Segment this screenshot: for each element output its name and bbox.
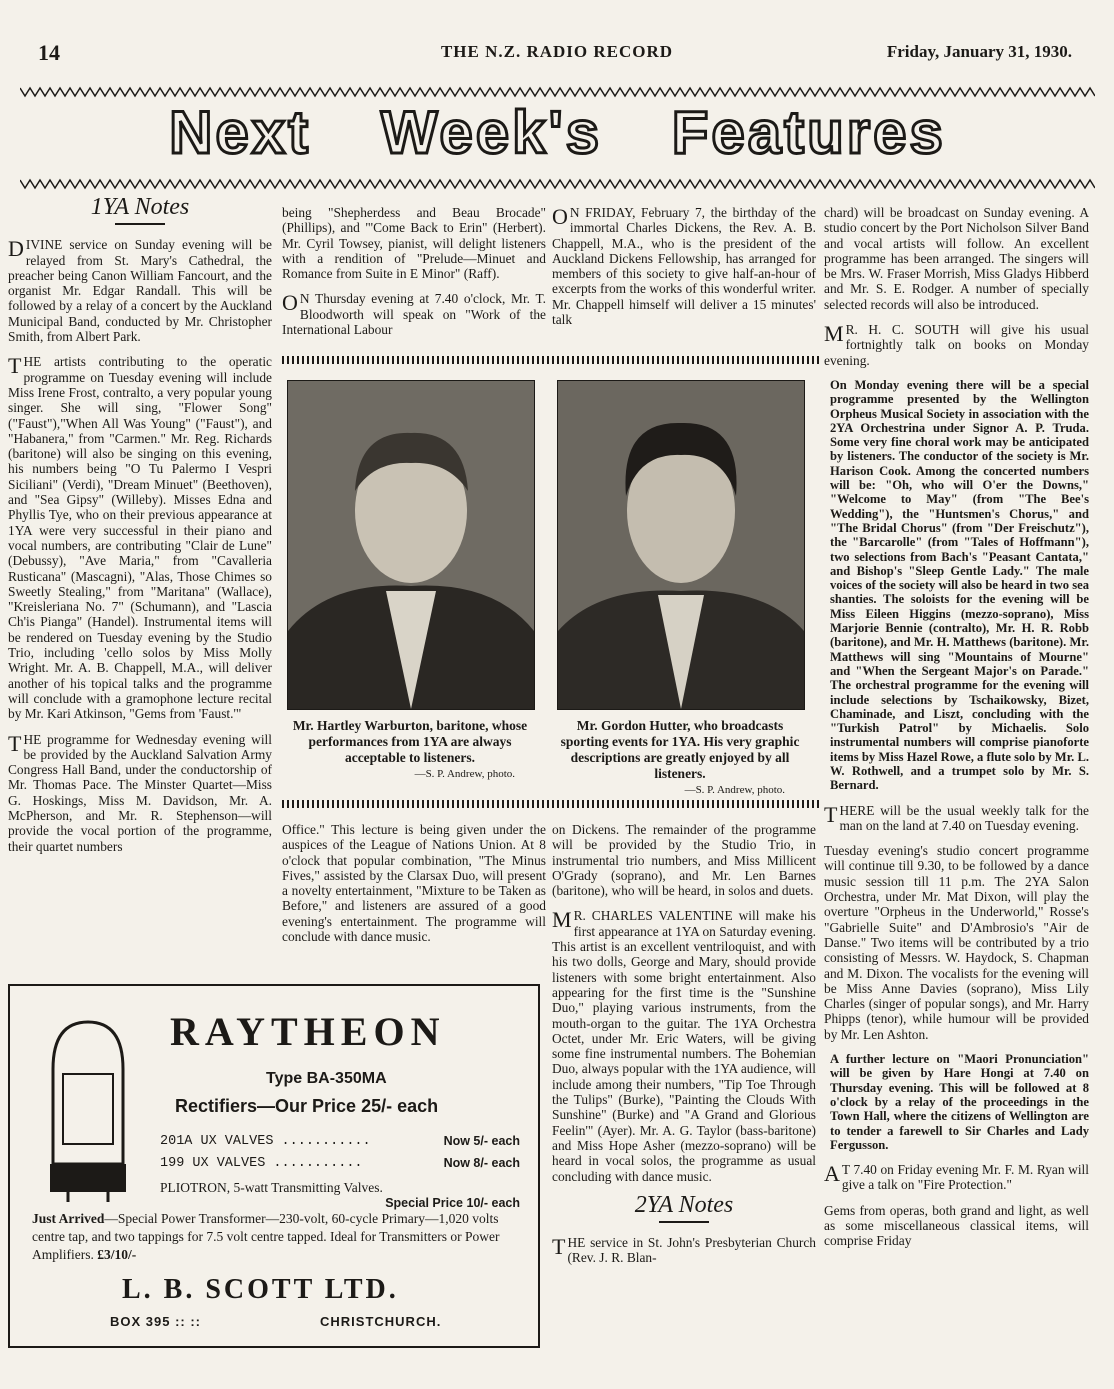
column-3-top — [552, 205, 816, 337]
masthead: THE N.Z. RADIO RECORD — [440, 42, 674, 61]
heading-1ya-notes: 1YA Notes — [90, 194, 190, 220]
ad-box: BOX 395 :: :: — [110, 1314, 202, 1329]
ad-just-text: —Special Power Transformer—230-volt, 60-cycle Primary—1,020 volts centre tap, and two tappings for 7.5 volt centre tapped. Ideal for Transmitters or Power Amplifiers. — [32, 1211, 500, 1262]
article-paragraph — [552, 205, 816, 327]
drop-cap: O — [552, 204, 568, 229]
paragraph-text: R. CHARLES VALENTINE will make his first appearance at 1YA on Saturday evening. This artist is an excellent ventriloquist, and with his two dolls, George and Mary, should provide listeners with some bright entertainment. Also appearing for the first time is the "Sunshine Duo," playing various instruments, from the mouth-organ to the guitar. The 1YA Orchestra Octet, under Mr. Eric Waters, will be giving some fine instrumental numbers. The Bohemian Duo, always popular with the 1YA audience, will include among their numbers, "Tip Toe Through the Tulips" (Burke), "Painting the Clouds With Sunshine" (Burke) and "A Grand and Glorious Feelin'" (Ayer). Mr. A. G. Taylor (bass-baritone) and Miss Hope Asher (mezzo-soprano) will be heard in vocal solos, the programme as usual concluding with dance music. — [552, 908, 816, 1184]
article-paragraph — [552, 1235, 816, 1266]
photo-credit: —S. P. Andrew, photo. — [684, 784, 785, 796]
drop-cap: M — [824, 321, 844, 347]
column-4 — [824, 205, 1089, 1259]
column-3-bottom — [552, 822, 816, 1276]
ad-item-201a: 201A UX VALVES ........... — [160, 1134, 371, 1149]
ad-item-199: 199 UX VALVES ........... — [160, 1156, 363, 1171]
issue-date: Friday, January 31, 1930. — [886, 42, 1072, 61]
zigzag-border-bottom — [20, 178, 1095, 190]
ad-type: Type BA-350MA — [266, 1070, 387, 1087]
decorative-rule-top — [282, 356, 820, 364]
article-paragraph — [8, 354, 272, 721]
caption-text: Mr. Gordon Hutter, who broadcasts sporting events for 1YA. His very graphic descriptions are greatly enjoyed by all listeners. — [560, 718, 800, 781]
drop-cap: T — [824, 801, 838, 827]
paragraph-text: HE service in St. John's Presbyterian Church (Rev. J. R. Blan- — [567, 1235, 816, 1266]
article-paragraph — [824, 322, 1089, 368]
article-paragraph-bold: On Monday evening there will be a special programme presented by the Wellington Orpheus Musical Society in association with the 2YA Orchestrina under Signor A. P. Truda. Some very fine choral work may be anticipated by listeners. The conductor of the society is Mr. Harison Cook. Among the concerted numbers will be: "Oh, who will O'er the Downs," "Welcome to May" (from "The Bee's Wedding"), the "Huntsmen's Chorus," and "The Bridal Chorus" (from "Der Freischutz"), the "Barcarolle" (from "Tales of Hoffmann"), two selections from Bach's "Peasant Cantata," and Bishop's "Sleep Gentle Lady." The male voices of the society will also be heard in two sea shanties. The soloists for the evening will be Miss Eileen Higgins (mezzo-soprano), Miss Marjorie Bennie (contralto), Mr. H. R. Robb (baritone), and Mr. H. Matthews (baritone). Mr. Matthews will sing "Mountains of Mourne" and "When the Sergeant Major's on Parade." The orchestral programme for the evening will include selections by Tschaikowsky, Bizet, Chaminade, and Liszt, concluding with the "Turkish Patrol" by Michaelis. Solo instrumental numbers will comprise pianoforte items by Miss Hazel Rowe, a flute solo by Mr. L. W. Rothwell, and a trumpet solo by Mr. S. Bernard. — [830, 377, 1089, 793]
article-paragraph: Gems from operas, both grand and light, as well as some miscellaneous classical items, will comprise Friday — [824, 1202, 1089, 1249]
banner-title: Next Week's Features — [169, 99, 946, 166]
page-number: 14 — [38, 40, 60, 65]
ad-just-label: Just Arrived — [32, 1211, 105, 1226]
decorative-rule-bottom — [282, 800, 820, 808]
article-paragraph: Office." This lecture is being given under the auspices of the League of Nations Union. At 8 o'clock that popular combination, "The Minus Fives," assisted by the Clarsax Duo, will present a novelty entertainment, "Mixture to be Taken as Before," and listeners are assured of a good evening's entertainment. The programme will conclude with dance music. — [282, 822, 546, 945]
column-2-top — [282, 205, 546, 347]
ad-headline: Rectifiers—Our Price 25/- each — [175, 1096, 439, 1116]
page-header — [0, 38, 1114, 68]
photo-credit: —S. P. Andrew, photo. — [414, 768, 515, 780]
article-paragraph: on Dickens. The remainder of the programme will be provided by the Studio Trio, in instrumental trio numbers, and Miss Millicent O'Grady (soprano), and Mr. Len Barnes (baritone), who will be heard, in solos and duets. — [552, 822, 816, 899]
drop-cap: A — [824, 1161, 840, 1187]
paragraph-text: HE artists contributing to the operatic programme on Tuesday evening will include Miss Irene Frost, contralto, a very popular young singer. She will sing, "Flower Song" ("Faust"),"When All Was Young" ("Faust"), and "Habanera," from "Carmen." Mr. Reg. Richards (baritone) will also be singing on this evening, his numbers being "O Tu Palermo I Vespri Siciliani" (Verdi), "Dream Minuet" (Beethoven), and "Sea Gipsy" (Willeby). Misses Edna and Phyllis Tye, who on their previous appearance at 1YA were very successful in their piano and vocal numbers, are contributing "Clair de Lune" (Debussy), "Ave Maria," from "Cavalleria Rusticana" (Mascagni), "Alas, Those Chimes so Sweetly Stealing," from "Maritana" (Wallace), "Kreisleriana No. 7" (Schumann), and "Lascia Ch'is Pianga" (Handel). Instrumental items will be rendered on Tuesday evening by the Studio Trio, including 'cello solos by Miss Molly Wright. Mr. A. B. Chappell, M.A., will deliver another of his topical talks and the programme will conclude with a gramophone lecture recital by Mr. Kari Atkinson, "Gems from 'Faust.'" — [8, 354, 272, 722]
ad-item-pliotron: PLIOTRON, 5-watt Transmitting Valves. — [160, 1180, 383, 1195]
ad-company: L. B. SCOTT LTD. — [122, 1274, 399, 1305]
article-paragraph: chard) will be broadcast on Sunday evening. A studio concert by the Port Nicholson Silver Band and vocal artists will follow. An excellent programme has been arranged. The singers will be Mrs. W. Fraser Morrish, Miss Gladys Hibberd and Mr. S. E. Rodger. A number of specially selected records will also be introduced. — [824, 205, 1089, 312]
article-paragraph — [282, 291, 546, 337]
paragraph-text: N Thursday evening at 7.40 o'clock, Mr. T. Bloodworth will speak on "Work of the International Labour — [282, 291, 546, 338]
article-paragraph — [8, 732, 272, 854]
article-paragraph — [824, 803, 1089, 834]
paragraph-text: R. H. C. SOUTH will give his usual fortnightly talk on books on Monday evening. — [824, 322, 1089, 368]
heading-2ya-notes: 2YA Notes — [634, 1191, 734, 1218]
portrait-image — [288, 381, 534, 709]
drop-cap: T — [552, 1234, 566, 1260]
caption-text: Mr. Hartley Warburton, baritone, whose performances from 1YA are always acceptable to listeners. — [292, 718, 528, 765]
photo-caption-left — [287, 718, 533, 782]
valve-tube-icon — [28, 1014, 148, 1204]
portrait-image — [558, 381, 804, 709]
drop-cap: D — [8, 236, 24, 262]
heading-rule — [115, 223, 165, 225]
column-1yA-notes — [8, 194, 272, 864]
paragraph-text: IVINE service on Sunday evening will be relayed from St. Mary's Cathedral, the preacher being Canon William Fancourt, and the organist Mr. Edgar Randall. This will be followed by a relay of a concert by the Auckland Municipal Band, conducted by Mr. Christopher Smith, from Albert Park. — [8, 237, 272, 345]
article-paragraph: being "Shepherdess and Beau Brocade" (Phillips), and "'Come Back to Erin" (Herbert). Mr. Cyril Towsey, pianist, will delight listeners with a rendition of "Prelude—Minuet and Romance from Suite in E Minor" (Raff). — [282, 205, 546, 282]
raytheon-advertisement — [8, 984, 540, 1348]
ad-brand: RAYTHEON — [170, 1009, 446, 1054]
drop-cap: O — [282, 290, 298, 316]
ad-just-price: £3/10/- — [97, 1247, 137, 1262]
heading-rule — [659, 1221, 709, 1223]
paragraph-text: HE programme for Wednesday evening will be provided by the Auckland Salvation Army Congress Hall Band, under the conductorship of Mr. Thomas Pace. The Minster Quartet—Miss G. Hoskings, Miss M. Davidson, Mr. A. McPherson, and Mr. R. Stephenson—will provide the vocal portion of the programme, their quartet numbers — [8, 731, 272, 854]
drop-cap: M — [552, 907, 572, 933]
article-paragraph: Tuesday evening's studio concert programme will continue till 9.30, to be followed by a dance music session till 11 p.m. The 2YA Salon Orchestra, under Mr. Mat Dixon, will play the overture "Orpheus in the Underworld," Rosse's "Gabrielle Suite" and D'Ambrosio's "Air de Danse." Two items will be contributed by a trio consisting of Messrs. W. Haydock, S. Chapman and M. Dixon. The vocalists for the evening will be Miss Anne Davies (soprano), Miss Lily Charles (singer of popular songs), and Mr. Harry Phipps (tenor), while humour will be provided by Mr. Len Ashton. — [824, 843, 1089, 1042]
article-paragraph — [8, 237, 272, 344]
ad-city: CHRISTCHURCH. — [320, 1314, 442, 1329]
portrait-photo-hutter — [557, 380, 805, 710]
drop-cap: T — [8, 730, 22, 756]
article-paragraph — [824, 1162, 1089, 1193]
paragraph-text: T 7.40 on Friday evening Mr. F. M. Ryan will give a talk on "Fire Protection." — [841, 1162, 1089, 1193]
ad-price-199: Now 8/- each — [443, 1156, 520, 1170]
portrait-photo-warburton — [287, 380, 535, 710]
paragraph-text: HERE will be the usual weekly talk for the man on the land at 7.40 on Tuesday evening. — [839, 802, 1089, 833]
photo-caption-right — [557, 718, 803, 798]
ad-price-pliotron: Special Price 10/- each — [385, 1196, 520, 1210]
ad-price-201a: Now 5/- each — [443, 1134, 520, 1148]
article-paragraph-bold: A further lecture on "Maori Pronunciation" will be given by Hare Hongi at 7.40 on Thursday evening. This will be followed at 8 o'clock by a relay of the proceedings in the Town Hall, where the citizens of Wellington are to tender a farewell to Sir Charles and Lady Fergusson. — [830, 1052, 1089, 1152]
column-2-bottom — [282, 822, 546, 954]
ad-just-arrived — [32, 1210, 522, 1264]
article-paragraph — [552, 908, 816, 1183]
paragraph-text: N FRIDAY, February 7, the birthday of the immortal Charles Dickens, the Rev. A. B. Chappell, M.A., who is the president of the Auckland Dickens Fellowship, has arranged for members of this society to give half-an-hour of excerpts from the works of this wonderful writer. Mr. Chappell himself will deliver a 15 minutes' talk — [552, 205, 816, 328]
section-banner — [20, 98, 1095, 178]
drop-cap: T — [8, 353, 22, 379]
zigzag-border-top — [20, 86, 1095, 98]
